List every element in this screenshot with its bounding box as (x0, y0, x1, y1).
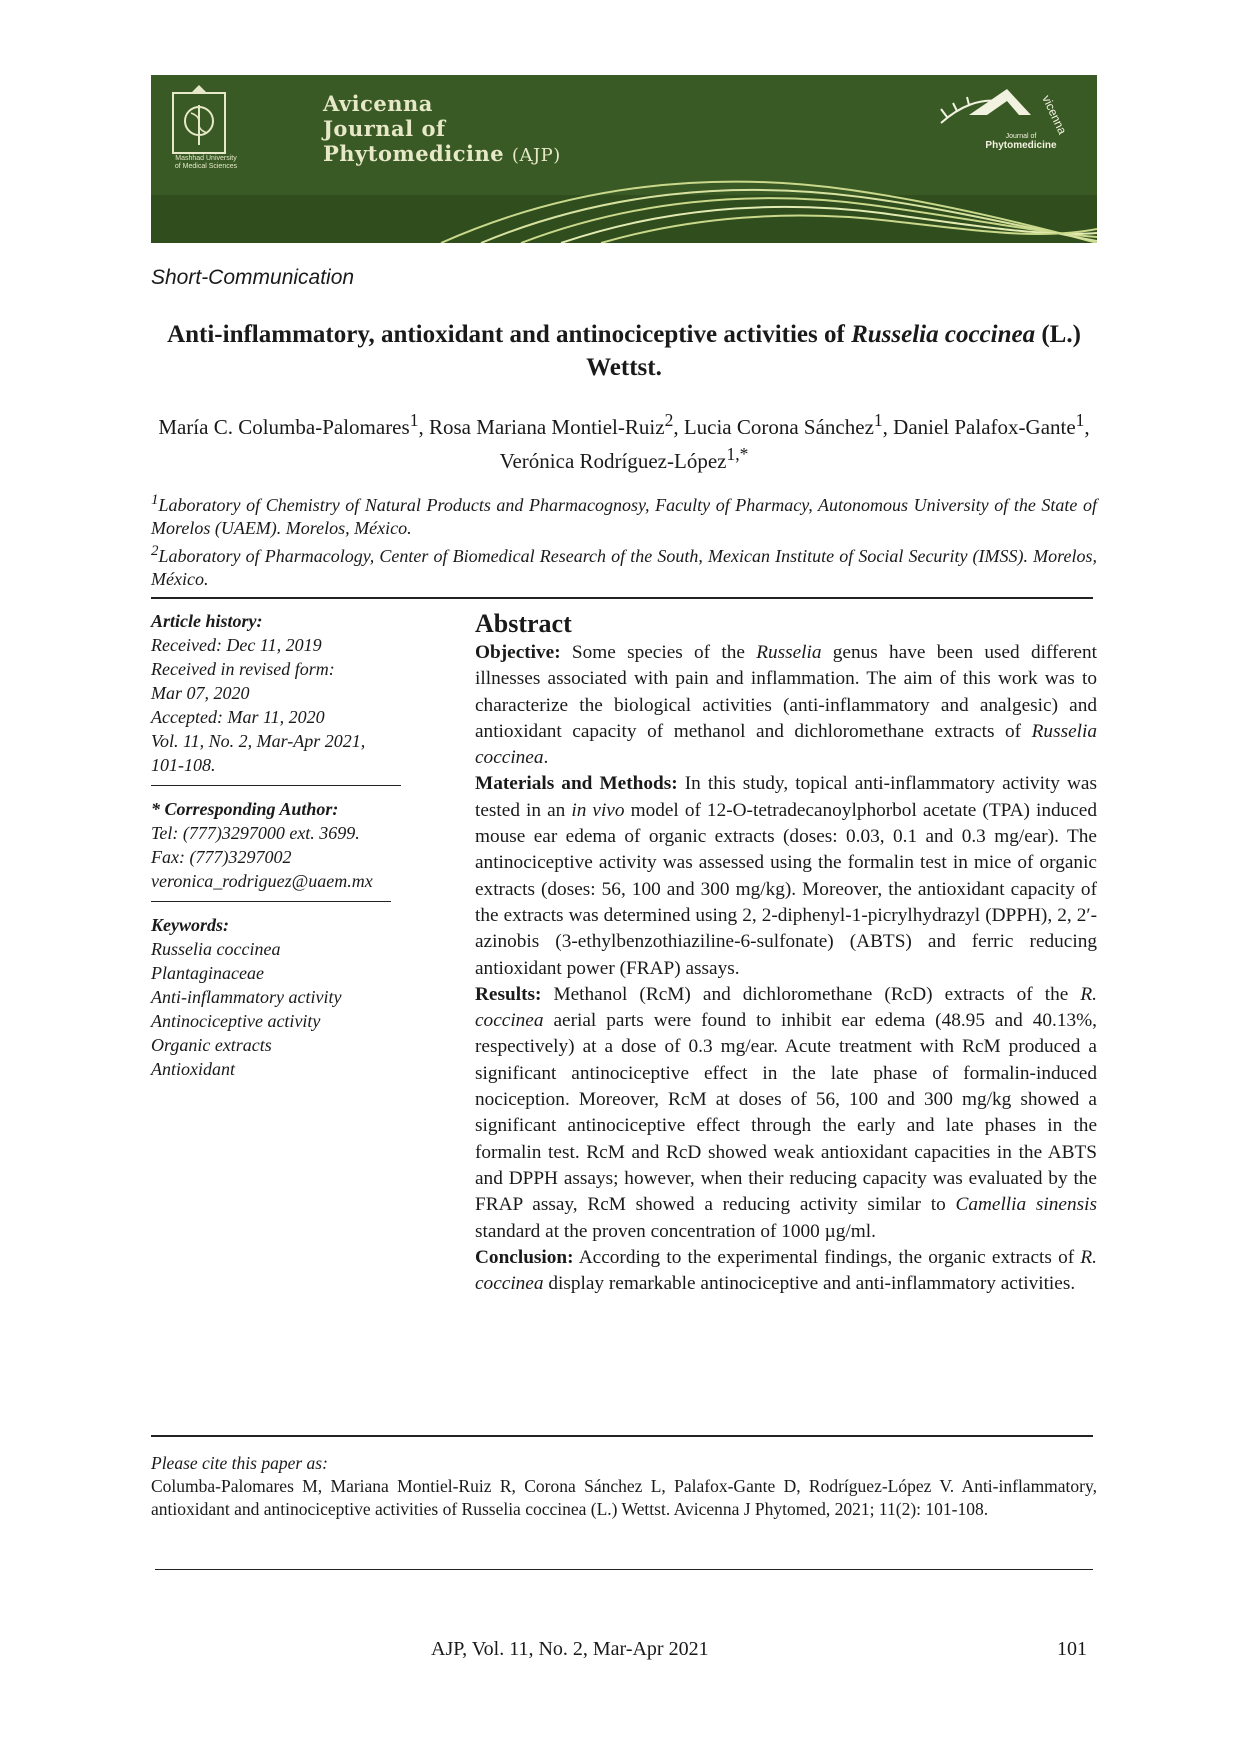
banner-journal-abbr: (AJP) (511, 145, 561, 166)
revised-label: Received in revised form: (151, 659, 335, 679)
banner-graphic (151, 75, 1097, 243)
objective-text: . (543, 747, 549, 769)
keyword: Russelia coccinea (151, 939, 281, 959)
corresponding-email[interactable]: veronica_rodriguez@uaem.mx (151, 871, 373, 891)
author: Daniel Palafox-Gante (893, 415, 1076, 439)
author: María C. Columba-Palomares (158, 415, 410, 439)
title-part1: Anti-inflammatory, antioxidant and antinociceptive activities of (167, 321, 852, 348)
species-name: R. coccinea (475, 983, 1097, 1032)
conclusion-text: display remarkable antinociceptive and anti-inflammatory activities. (543, 1273, 1076, 1295)
abstract-results (475, 982, 1097, 1245)
genus-name: Russelia (756, 642, 822, 663)
corresponding-tel: Tel: (777)3297000 ext. 3699. (151, 823, 360, 843)
article-type: Short-Communication (151, 266, 355, 289)
corresponding-label: * Corresponding Author: (151, 799, 339, 819)
citation-label: Please cite this paper as: (151, 1453, 328, 1473)
abstract-methods (475, 771, 1097, 981)
author: Rosa Mariana Montiel-Ruiz (428, 415, 665, 439)
title-part2: (L.) Wettst. (586, 321, 1081, 381)
banner-title-word: Phytomedicine (323, 141, 505, 166)
volume-info: Vol. 11, No. 2, Mar-Apr 2021, (151, 731, 366, 751)
species-name: R. coccinea (475, 1246, 1097, 1295)
results-text: standard at the proven concentration of 1000 µg/ml. (475, 1220, 876, 1242)
university-label (165, 155, 247, 171)
banner-title-line3 (323, 141, 561, 168)
in-vivo-term: in vivo (571, 799, 625, 821)
conclusion-text: According to the experimental findings, the organic extracts of (573, 1246, 1081, 1268)
affiliation (151, 489, 1097, 540)
accepted-date: Accepted: Mar 11, 2020 (151, 707, 325, 727)
objective-label: Objective: (475, 642, 561, 663)
banner-vertical-text: vicenna (1038, 93, 1070, 137)
paper-title (151, 318, 1097, 384)
banner-right-main: Phytomedicine (985, 140, 1057, 151)
author-sep: , (882, 415, 894, 439)
keyword: Plantaginaceae (151, 963, 264, 983)
citation-block (151, 1452, 1097, 1521)
author-list (151, 407, 1097, 475)
banner-title-line1: Avicenna (323, 91, 433, 116)
article-info-sidebar (151, 609, 416, 1081)
journal-banner (151, 75, 1097, 243)
divider (151, 597, 1093, 599)
objective-text: Some species of the (560, 642, 757, 663)
author-sup: 1 (409, 410, 419, 430)
results-text: aerial parts were found to inhibit ear edema (48.95 and 40.13%, respectively) at a dose of 0.3 mg/ear. Acute treatment with RcM produced a significant antinociceptive effect in the late phase of formalin-induced nociception. Moreover, RcM at doses of 56, 100 and 300 mg/kg showed a significant antinociceptive effect through the early and late phases in the formalin test. RcM and RcD showed weak antioxidant capacities in the ABTS and DPPH assays; however, when their reducing capacity was evaluated by the FRAP assay, RcM showed a reducing activity similar to (475, 1010, 1097, 1216)
banner-journal-title (323, 91, 561, 168)
banner-right-small: Journal of (1005, 133, 1037, 140)
corresponding-fax: Fax: (777)3297002 (151, 847, 292, 867)
objective-text: genus have been used different illnesses associated with pain and inflammation. The aim of this work was to characterize the biological activities (anti-inflammatory and analgesic) and antioxidant capacity of methanol and dichloromethane extracts of (475, 642, 1097, 742)
history-label: Article history: (151, 611, 263, 631)
keyword: Organic extracts (151, 1035, 272, 1055)
results-label: Results: (475, 983, 542, 1005)
affiliation-sup: 2 (151, 543, 159, 559)
affiliation (151, 540, 1097, 591)
divider (155, 1569, 1093, 1570)
university-line2: of Medical Sciences (174, 163, 238, 170)
revised-date: Mar 07, 2020 (151, 683, 250, 703)
citation-text: Columba-Palomares M, Mariana Montiel-Ruiz R, Corona Sánchez L, Palafox-Gante D, Rodríguez-López V. Anti-inflammatory, antioxidant and antinociceptive activities of Russelia coccinea (L.) Wettst. Avicenna J Phytomed, 2021; 11(2): 101-108. (151, 1476, 1097, 1519)
abstract-conclusion (475, 1245, 1097, 1298)
affiliation-sup: 1 (151, 492, 159, 508)
author: Lucia Corona Sánchez (683, 415, 874, 439)
author-sep: , (418, 415, 429, 439)
sidebar-divider (151, 785, 401, 786)
author-sup: 1 (873, 410, 883, 430)
keyword: Antioxidant (151, 1059, 235, 1079)
conclusion-label: Conclusion: (475, 1246, 574, 1268)
affiliations (151, 489, 1097, 591)
page-number: 101 (1057, 1638, 1087, 1660)
methods-text: In this study, topical anti-inflammatory activity was tested in an (475, 773, 1097, 821)
university-line1: Mashhad University (175, 155, 237, 162)
author-sup: 1 (1075, 410, 1085, 430)
footer-journal-info: AJP, Vol. 11, No. 2, Mar-Apr 2021 (431, 1638, 709, 1660)
affiliation-text: Laboratory of Pharmacology, Center of Biomedical Research of the South, Mexican Institute of Social Security (IMSS). Morelos, México. (151, 546, 1097, 589)
page-range: 101-108. (151, 755, 216, 775)
methods-text: model of 12-O-tetradecanoylphorbol acetate (TPA) induced mouse ear edema of organic extracts (doses: 0.03, 0.1 and 0.3 mg/ear). The antinociceptive activity was assessed using the formalin test in mice of organic extracts (doses: 56, 100 and 300 mg/kg). Moreover, the antioxidant capacity of the extracts was determined using 2, 2-diphenyl-1-picrylhydrazyl (DPPH), 2, 2′-azinobis (3-ethylbenzothiaziline-6-sulfonate) (ABTS) and ferric reducing antioxidant power (FRAP) assays. (475, 799, 1097, 979)
keyword: Antinociceptive activity (151, 1011, 321, 1031)
keywords-label: Keywords: (151, 915, 229, 935)
species-name: Russelia coccinea (475, 720, 1097, 769)
camellia-name: Camellia sinensis (955, 1194, 1097, 1216)
author-sup: 1,* (726, 444, 749, 464)
author-sep: , (673, 415, 684, 439)
author-sep: , (1084, 415, 1090, 439)
author: Verónica Rodríguez-López (499, 449, 727, 473)
abstract (475, 609, 1097, 1297)
banner-right-logo-text (961, 133, 1081, 151)
sidebar-divider (151, 901, 391, 902)
keyword: Anti-inflammatory activity (151, 987, 342, 1007)
title-species: Russelia coccinea (851, 321, 1036, 348)
affiliation-text: Laboratory of Chemistry of Natural Products and Pharmacognosy, Faculty of Pharmacy, Autonomous University of the State of Morelos (UAEM). Morelos, México. (151, 495, 1097, 538)
results-text: Methanol (RcM) and dichloromethane (RcD) extracts of the (541, 983, 1081, 1005)
divider (151, 1435, 1093, 1437)
abstract-objective (475, 640, 1097, 771)
banner-title-line2: Journal of (323, 116, 446, 141)
abstract-heading: Abstract (475, 609, 572, 638)
author-sup: 2 (664, 410, 674, 430)
received-date: Received: Dec 11, 2019 (151, 635, 322, 655)
methods-label: Materials and Methods: (475, 773, 678, 795)
